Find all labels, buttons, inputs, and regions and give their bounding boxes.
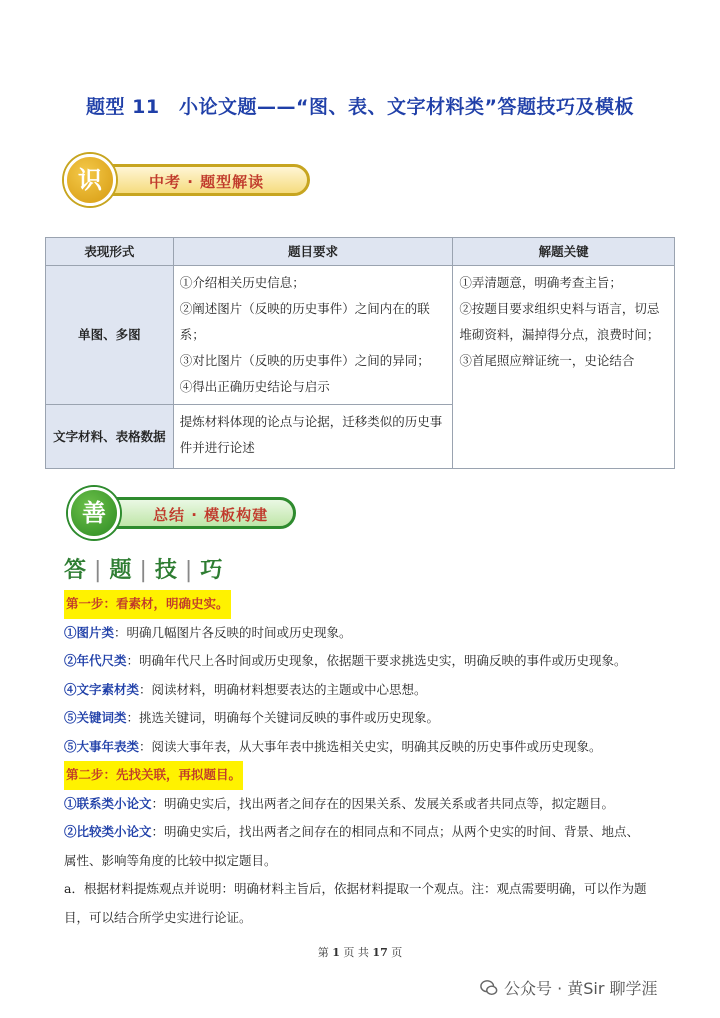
table-header-row [46, 238, 675, 266]
watermark-text: 公众号 · 黄Sir 聊学涯 [504, 979, 658, 998]
item-key: ④文字素材类 [64, 681, 140, 697]
watermark [480, 976, 658, 999]
item-key: ⑤大事年表类 [64, 738, 140, 754]
item-text: ：明确年代尺上各时间或历史现象，依据题干要求挑选史实，明确反映的事件或历史现象。 [126, 653, 627, 668]
requirement-cell [173, 266, 453, 405]
requirement-line: ②阐述图片（反映的历史事件）之间内在的联系； [179, 301, 430, 342]
list-item [64, 790, 664, 819]
badge-circle: 识 [64, 154, 116, 206]
key-line: ③首尾照应辩证统一，史论结合 [459, 353, 635, 368]
badge-text: 中考 · 题型解读 [149, 173, 265, 191]
paragraph-a: a．根据材料提炼观点并说明：明确材料主旨后，依据材料提取一个观点。注：观点需要明确，可以作为题 [64, 881, 647, 896]
list-item [64, 676, 664, 705]
page-footer [0, 944, 720, 960]
row-label: 单图、多图 [46, 266, 174, 405]
requirement-cell [173, 405, 453, 469]
list-item [64, 818, 664, 847]
footer-text: 页 共 [339, 946, 373, 959]
footer-text: 第 [317, 946, 333, 959]
list-item [64, 704, 664, 733]
key-line: ②按题目要求组织史料与语言，切忌 [459, 301, 660, 316]
table-header: 解题关键 [453, 238, 675, 266]
total-pages: 17 [372, 946, 388, 959]
item-text: ：明确史实后，找出两者之间存在的相同点和不同点；从两个史实的时间、背景、地点、 [151, 824, 640, 839]
item-key: ②年代尺类 [64, 653, 127, 668]
wechat-icon [480, 979, 498, 997]
requirement-line: 件并进行论述 [179, 440, 255, 455]
heading-char: 巧 [200, 558, 225, 583]
heading-char: 技 [154, 558, 179, 583]
step-two-highlight: 第二步：先找关联，再拟题目。 [64, 761, 243, 790]
section-heading: 答 | 题 | 技 | 巧 [64, 558, 225, 583]
key-line: 堆砌资料，漏掉得分点，浪费时间； [459, 327, 660, 342]
item-key: ②比较类小论文 [64, 824, 152, 839]
heading-char: 答 [64, 558, 89, 583]
paragraph-a-continued: 目，可以结合所学史实进行论证。 [64, 909, 252, 925]
list-item [64, 619, 664, 648]
key-line: ①弄清题意，明确考查主旨； [459, 275, 622, 290]
table-header: 题目要求 [173, 238, 453, 266]
item-text: ：阅读大事年表，从大事年表中挑选相关史实，明确其反映的历史事件或历史现象。 [139, 738, 602, 754]
footer-text: 页 [387, 946, 403, 959]
item-text: ：明确几幅图片各反映的时间或历史现象。 [114, 624, 352, 640]
list-item-continued: 属性、影响等角度的比较中拟定题目。 [64, 852, 277, 868]
requirement-line: ①介绍相关历史信息； [179, 275, 305, 290]
page-number: 1 [332, 946, 340, 959]
question-type-table [45, 237, 675, 469]
item-text: ：明确史实后，找出两者之间存在的因果关系、发展关系或者共同点等，拟定题目。 [151, 795, 615, 811]
page-title: 题型 11 小论文题——“图、表、文字材料类”答题技巧及模板 [85, 96, 635, 118]
requirement-line: 提炼材料体现的论点与论据，迁移类似的历史事 [179, 414, 443, 429]
step-one-highlight: 第一步：看素材，明确史实。 [64, 590, 231, 619]
item-text: ：阅读材料，明确材料想要表达的主题或中心思想。 [139, 681, 427, 697]
badge-circle: 善 [68, 487, 120, 539]
table-header: 表现形式 [46, 238, 174, 266]
heading-char: 题 [109, 558, 134, 583]
badge-bar [96, 497, 296, 529]
item-key: ①图片类 [64, 624, 115, 640]
key-cell [453, 266, 675, 469]
requirement-line: ④得出正确历史结论与启示 [179, 379, 330, 394]
item-key: ⑤关键词类 [64, 710, 127, 725]
item-text: ：挑选关键词，明确每个关键词反映的事件或历史现象。 [126, 710, 440, 725]
list-item [64, 733, 664, 762]
row-label: 文字材料、表格数据 [46, 405, 174, 469]
list-item [64, 647, 664, 676]
badge-text: 总结 · 模板构建 [153, 506, 269, 524]
tips-body [64, 590, 664, 932]
badge-bar [92, 164, 310, 196]
item-key: ①联系类小论文 [64, 795, 152, 811]
table-row [46, 266, 675, 405]
requirement-line: ③对比图片（反映的历史事件）之间的异同； [179, 353, 430, 368]
